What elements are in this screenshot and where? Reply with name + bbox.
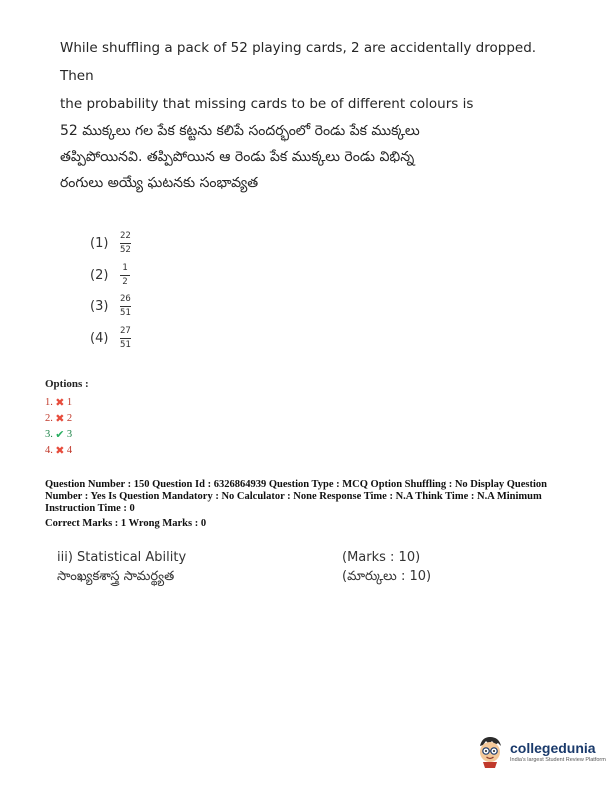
cross-icon: ✖	[55, 412, 65, 425]
answer-option-label: (1)	[90, 236, 109, 252]
metadata-line-1: Question Number : 150 Question Id : 6326864939 Question Type : MCQ Option Shuffling : No Display Question	[45, 479, 548, 490]
answer-option-2	[90, 260, 131, 292]
metadata-line-2: Number : Yes Is Question Mandatory : No Calculator : None Response Time : N.A Think Time : N.A Minimum	[45, 491, 542, 502]
marks-info: Correct Marks : 1 Wrong Marks : 0	[45, 518, 207, 529]
choice-number: 4.	[45, 444, 53, 456]
fraction-bar	[120, 275, 130, 276]
metadata-line-3: Instruction Time : 0	[45, 503, 135, 514]
fraction-numerator: 1	[122, 262, 128, 273]
fraction-denominator: 2	[122, 276, 128, 287]
check-icon: ✔	[55, 428, 65, 441]
fraction-denominator: 52	[120, 245, 131, 256]
answer-option-label: (3)	[90, 299, 109, 315]
fraction-denominator: 51	[120, 308, 131, 319]
question-english-line-2: the probability that missing cards to be of different colours is	[60, 96, 474, 112]
cross-icon: ✖	[55, 396, 65, 409]
choice-list	[45, 394, 72, 458]
fraction	[120, 231, 131, 256]
section-marks-english: (Marks : 10)	[342, 550, 421, 565]
answer-option-label: (2)	[90, 267, 109, 283]
fraction-numerator: 26	[120, 294, 131, 305]
logo-text	[510, 740, 606, 763]
choice-number: 3.	[45, 428, 53, 440]
choice-value: 1	[66, 396, 73, 408]
fraction-numerator: 27	[120, 325, 131, 336]
fraction	[120, 326, 131, 351]
options-heading: Options :	[45, 378, 89, 390]
mascot-icon	[474, 734, 506, 768]
logo-tagline: India's largest Student Review Platform	[510, 756, 606, 763]
fraction	[120, 294, 131, 319]
section-marks	[342, 548, 431, 586]
fraction-bar	[120, 243, 131, 244]
section-title-english: iii) Statistical Ability	[57, 550, 187, 565]
question-english	[60, 34, 560, 118]
choice-4	[45, 442, 72, 458]
question-telugu-line-3: రంగులు అయ్యే ఘటనకు సంభావ్యత	[60, 175, 259, 191]
section-title	[57, 548, 186, 586]
fraction-denominator: 51	[120, 339, 131, 350]
section-marks-telugu: (మార్కులు : 10)	[342, 569, 432, 584]
cross-icon: ✖	[55, 444, 65, 457]
choice-value: 2	[66, 412, 73, 424]
logo-name: collegedunia	[510, 739, 596, 756]
question-telugu-line-2: తప్పిపోయినవి. తప్పిపోయిన ఆ రెండు పేక ముక్కలు రెండు విభిన్న	[60, 149, 415, 165]
choice-3	[45, 426, 72, 442]
collegedunia-logo	[474, 734, 606, 768]
choice-value: 4	[66, 444, 73, 456]
question-telugu-line-1: 52 ముక్కలు గల పేక కట్టను కలిపే సందర్భంలో రెండు పేక ముక్కలు	[60, 123, 420, 139]
fraction-numerator: 22	[120, 231, 131, 242]
choice-number: 2.	[45, 412, 53, 424]
fraction	[120, 263, 130, 288]
section-title-telugu: సాంఖ్యకశాస్త్ర సామర్థ్యత	[57, 569, 175, 584]
question-english-line-1: While shuffling a pack of 52 playing cards, 2 are accidentally dropped. Then	[60, 40, 537, 84]
answer-option-1	[90, 228, 131, 260]
answer-option-3	[90, 291, 131, 323]
question-metadata	[45, 479, 575, 515]
choice-2	[45, 410, 72, 426]
answer-options-list	[90, 228, 131, 354]
question-telugu	[60, 118, 560, 196]
choice-1	[45, 394, 72, 410]
choice-value: 3	[66, 428, 73, 440]
answer-option-4	[90, 323, 131, 355]
fraction-bar	[120, 306, 131, 307]
answer-option-label: (4)	[90, 330, 109, 346]
choice-number: 1.	[45, 396, 53, 408]
fraction-bar	[120, 338, 131, 339]
